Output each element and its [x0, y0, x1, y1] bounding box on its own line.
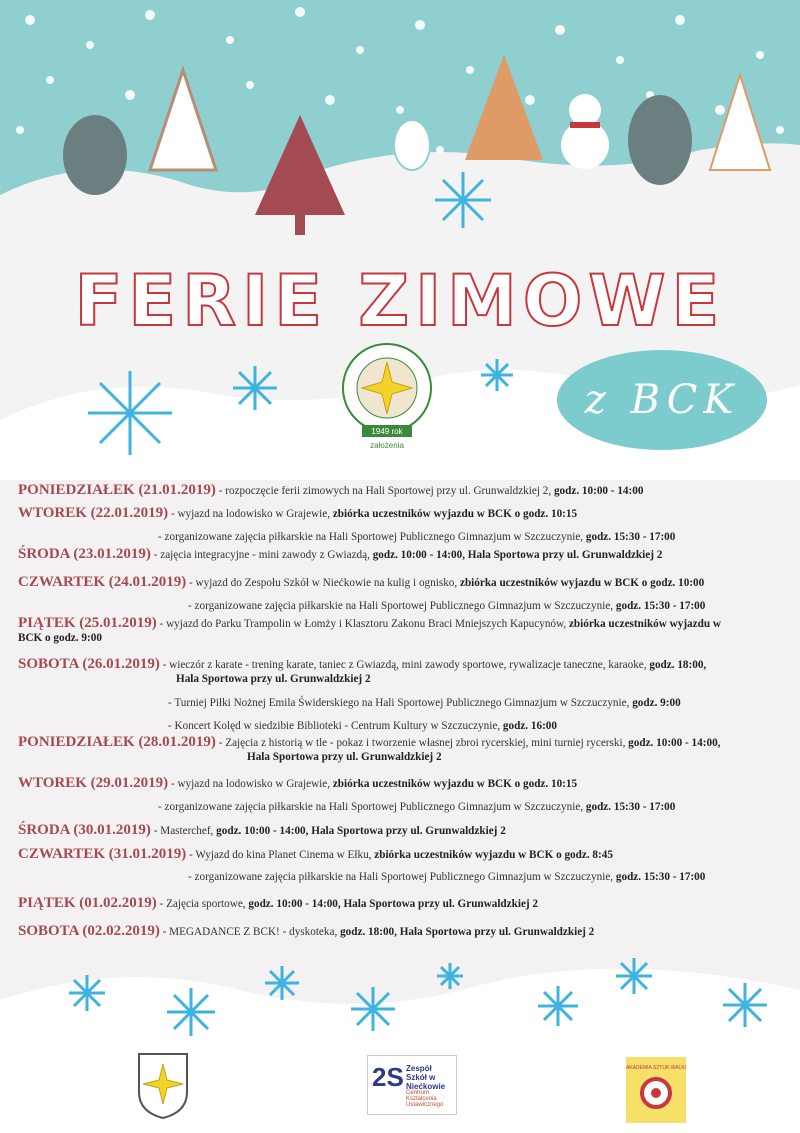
schedule-text: BCK o godz. 9:00: [18, 632, 102, 644]
schedule-day: CZWARTEK (31.01.2019): [18, 846, 187, 862]
schedule-text: - zorganizowane zajęcia piłkarskie na Hali Sportowej Publicznego Gimnazjum w Szczuczynie, godz. 15:30 - 17:00: [158, 531, 676, 543]
schedule-entry: [18, 482, 643, 499]
schedule-entry: [18, 734, 721, 763]
schedule-text: - MEGADANCE Z BCK! - dyskoteka, godz. 18:00, Hala Sportowa przy ul. Grunwaldzkiej 2: [159, 926, 595, 938]
schedule-entry: [18, 822, 506, 839]
schedule-entry: [18, 615, 721, 644]
schedule-day: SOBOTA (26.01.2019): [18, 656, 160, 672]
schedule-text: - rozpoczęcie ferii zimowych na Hali Sportowej przy ul. Grunwaldzkiej 2, godz. 10:00 - 14:00: [215, 485, 644, 497]
schedule-text: - wyjazd na lodowisko w Grajewie, zbiórka uczestników wyjazdu w BCK o godz. 10:15: [168, 508, 578, 520]
subtitle-badge: z BCK: [557, 350, 767, 450]
schedule-text: Hala Sportowa przy ul. Grunwaldzkiej 2: [247, 751, 442, 763]
schedule-text: - Masterchef, godz. 10:00 - 14:00, Hala Sportowa przy ul. Grunwaldzkiej 2: [150, 825, 506, 837]
schedule-day: ŚRODA (23.01.2019): [18, 546, 151, 562]
schedule-text: - wieczór z karate - trening karate, taniec z Gwiazdą, mini zawody sportowe, rywalizacje taneczne, karaoke, godz. 18:00,: [159, 659, 707, 671]
schedule-text: - zorganizowane zajęcia piłkarskie na Hali Sportowej Publicznego Gimnazjum w Szczuczynie, godz. 15:30 - 17:00: [158, 801, 676, 813]
schedule-day: CZWARTEK (24.01.2019): [18, 574, 187, 590]
schedule-text: - Koncert Kolęd w siedzibie Biblioteki - Centrum Kultury w Szczuczynie, godz. 16:00: [168, 720, 557, 732]
schedule-entry: [18, 895, 538, 912]
schedule-text: - Wyjazd do kina Planet Cinema w Ełku, zbiórka uczestników wyjazdu w BCK o godz. 8:45: [186, 849, 613, 861]
svg-text:1949 rok: 1949 rok: [371, 427, 403, 436]
schedule-day: SOBOTA (02.02.2019): [18, 923, 160, 939]
karate-academy-logo: [626, 1057, 686, 1123]
coat-of-arms-icon: [137, 1052, 189, 1120]
svg-text:AKADEMIA SZTUK WALKI: AKADEMIA SZTUK WALKI: [626, 1065, 686, 1071]
schedule-day: ŚRODA (30.01.2019): [18, 822, 151, 838]
schedule-text: - zajęcia integracyjne - mini zawody z Gwiazdą, godz. 10:00 - 14:00, Hala Sportowa przy ul. Grunwaldzkiej 2: [150, 549, 663, 561]
schedule-entry: [18, 923, 594, 940]
schedule-text: - wyjazd na lodowisko w Grajewie, zbiórka uczestników wyjazdu w BCK o godz. 10:15: [168, 778, 578, 790]
schedule-day: PIĄTEK (01.02.2019): [18, 895, 157, 911]
schedule-text: - Zajęcia sportowe, godz. 10:00 - 14:00, Hala Sportowa przy ul. Grunwaldzkiej 2: [156, 898, 539, 910]
svg-text:założenia: założenia: [370, 441, 404, 450]
schedule-entry: [18, 546, 662, 563]
schedule-entry: [18, 656, 707, 732]
schedule-text: - zorganizowane zajęcia piłkarskie na Hali Sportowej Publicznego Gimnazjum w Szczuczynie, godz. 15:30 - 17:00: [188, 600, 706, 612]
schedule-text: - Zajęcia z historią w tle - pokaz i tworzenie własnej zbroi rycerskiej, mini turniej rycerski, godz. 10:00 - 14:00,: [215, 737, 721, 749]
schedule-entry: [18, 574, 706, 612]
schedule-entry: [18, 846, 706, 883]
schedule-day: WTOREK (22.01.2019): [18, 505, 169, 521]
schedule-day: PONIEDZIAŁEK (21.01.2019): [18, 482, 216, 498]
schedule-text: - wyjazd do Zespołu Szkół w Niećkowie na kulig i ognisko, zbiórka uczestników wyjazdu w BCK o godz. 10:00: [186, 577, 705, 589]
schedule-day: PONIEDZIAŁEK (28.01.2019): [18, 734, 216, 750]
bck-logo: [337, 340, 437, 460]
schedule-text: - wyjazd do Parku Trampolin w Łomży i Klasztoru Zakonu Braci Mniejszych Kapucynów, zbiórka uczestników wyjazdu w: [156, 618, 721, 630]
schedule-text: - zorganizowane zajęcia piłkarskie na Hali Sportowej Publicznego Gimnazjum w Szczuczynie, godz. 15:30 - 17:00: [188, 871, 706, 883]
schedule-text: - Turniej Piłki Nożnej Emila Świderskiego na Hali Sportowej Publicznego Gimnazjum w Szczuczynie, godz. 9:00: [168, 697, 681, 709]
schedule-day: PIĄTEK (25.01.2019): [18, 615, 157, 631]
schedule-day: WTOREK (29.01.2019): [18, 775, 169, 791]
school-logo: 2S Zespół Szkół w Niećkowie Centrum Kształcenia Ustawicznego: [367, 1055, 457, 1115]
schedule-entry: [18, 775, 676, 813]
schedule-entry: [18, 505, 676, 543]
schedule-text: Hala Sportowa przy ul. Grunwaldzkiej 2: [176, 673, 371, 685]
page-title: FERIE ZIMOWE: [74, 260, 726, 342]
